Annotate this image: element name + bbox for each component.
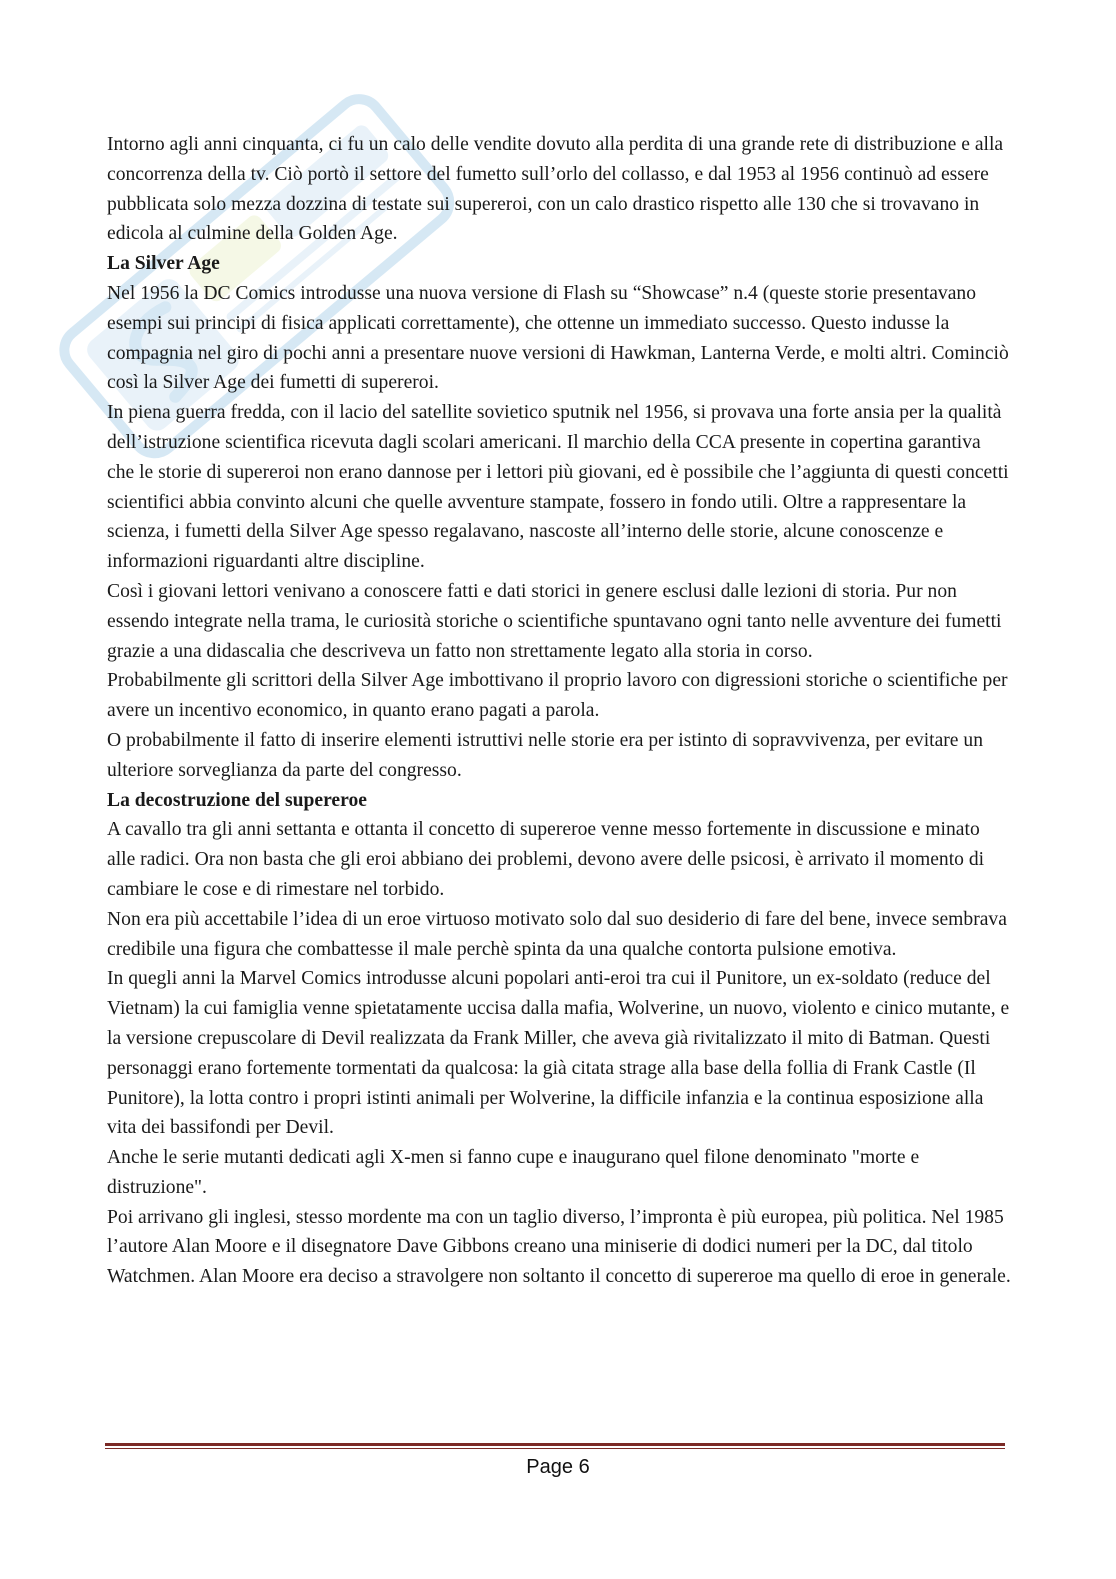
paragraph: Probabilmente gli scrittori della Silver Age imbottivano il proprio lavoro con digressioni storiche o scientifiche per avere un incentivo economico, in quanto erano pagati a parola.	[107, 670, 1008, 722]
document-body	[107, 130, 1012, 1292]
page-number: Page 6	[526, 1456, 590, 1478]
section-heading-decostruzione: La decostruzione del supereroe	[107, 789, 367, 811]
paragraph: O probabilmente il fatto di inserire elementi istruttivi nelle storie era per istinto di sopravvivenza, per evitare un ulteriore sorveglianza da parte del congresso.	[107, 729, 983, 781]
footer-divider	[105, 1443, 1005, 1449]
paragraph: Poi arrivano gli inglesi, stesso mordente ma con un taglio diverso, l’impronta è più europea, più politica. Nel 1985 l’autore Alan Moore e il disegnatore Dave Gibbons creano una miniserie di dodici numeri per la DC, dal titolo Watchmen. Alan Moore era deciso a stravolgere non soltanto il concetto di supereroe ma quello di eroe in generale.	[107, 1206, 1011, 1288]
paragraph: In quegli anni la Marvel Comics introdusse alcuni popolari anti-eroi tra cui il Punitore, un ex-soldato (reduce del Vietnam) la cui famiglia venne spietatamente uccisa dalla mafia, Wolverine, un nuovo, violento e cinico mutante, e la versione crepuscolare di Devil realizzata da Frank Miller, che aveva già rivitalizzato il mito di Batman. Questi personaggi erano fortemente tormentati da qualcosa: la già citata strage alla base della follia di Frank Castle (Il Punitore), la lotta contro i propri istinti animali per Wolverine, la difficile infanzia e la continua esposizione alla vita dei bassifondi per Devil.	[107, 968, 1010, 1139]
paragraph: Così i giovani lettori venivano a conoscere fatti e dati storici in genere esclusi dalle lezioni di storia. Pur non essendo integrate nella trama, le curiosità storiche o scientifiche spuntavano ogni tanto nelle avventure dei fumetti grazie a una didascalia che descriveva un fatto non strettamente legato alla storia in corso.	[107, 580, 1002, 662]
paragraph: A cavallo tra gli anni settanta e ottanta il concetto di supereroe venne messo fortemente in discussione e minato alle radici. Ora non basta che gli eroi abbiano dei problemi, devono avere delle psicosi, è arrivato il momento di cambiare le cose e di rimestare nel torbido.	[107, 819, 985, 900]
paragraph: In piena guerra fredda, con il lacio del satellite sovietico sputnik nel 1956, si provava una forte ansia per la qualità dell’istruzione scientifica ricevuta dagli scolari americani. Il marchio della CCA presente in copertina garantiva che le storie di supereroi non erano dannose per i lettori più giovani, ed è possibile che l’aggiunta di questi concetti scientifici abbia convinto alcuni che quelle avventure stampate, fossero in fondo utili. Oltre a rappresentare la scienza, i fumetti della Silver Age spesso regalavano, nascoste all’interno delle storie, alcune conoscenze e informazioni riguardanti altre discipline.	[107, 402, 1009, 573]
paragraph: Nel 1956 la DC Comics introdusse una nuova versione di Flash su “Showcase” n.4 (queste storie presentavano esempi sui principi di fisica applicati correttamente), che ottenne un immediato successo. Questo indusse la compagnia nel giro di pochi anni a presentare nuove versioni di Hawkman, Lanterna Verde, e molti altri. Cominciò così la Silver Age dei fumetti di supereroi.	[107, 282, 1009, 394]
paragraph: Intorno agli anni cinquanta, ci fu un calo delle vendite dovuto alla perdita di una grande rete di distribuzione e alla concorrenza della tv. Ciò portò il settore del fumetto sull’orlo del collasso, e dal 1953 al 1956 continuò ad essere pubblicata solo mezza dozzina di testate sui supereroi, con un calo drastico rispetto alle 130 che si trovavano in edicola al culmine della Golden Age.	[107, 134, 1004, 245]
paragraph: Non era più accettabile l’idea di un eroe virtuoso motivato solo dal suo desiderio di fare del bene, invece sembrava credibile una figura che combattesse il male perchè spinta da una qualche contorta pulsione emotiva.	[107, 908, 1007, 960]
footer-divider-thin	[105, 1448, 1005, 1449]
footer-divider-thick	[105, 1443, 1005, 1446]
paragraph: Anche le serie mutanti dedicati agli X-men si fanno cupe e inaugurano quel filone denominato "morte e distruzione".	[107, 1147, 920, 1198]
section-heading-silver-age: La Silver Age	[107, 253, 220, 275]
